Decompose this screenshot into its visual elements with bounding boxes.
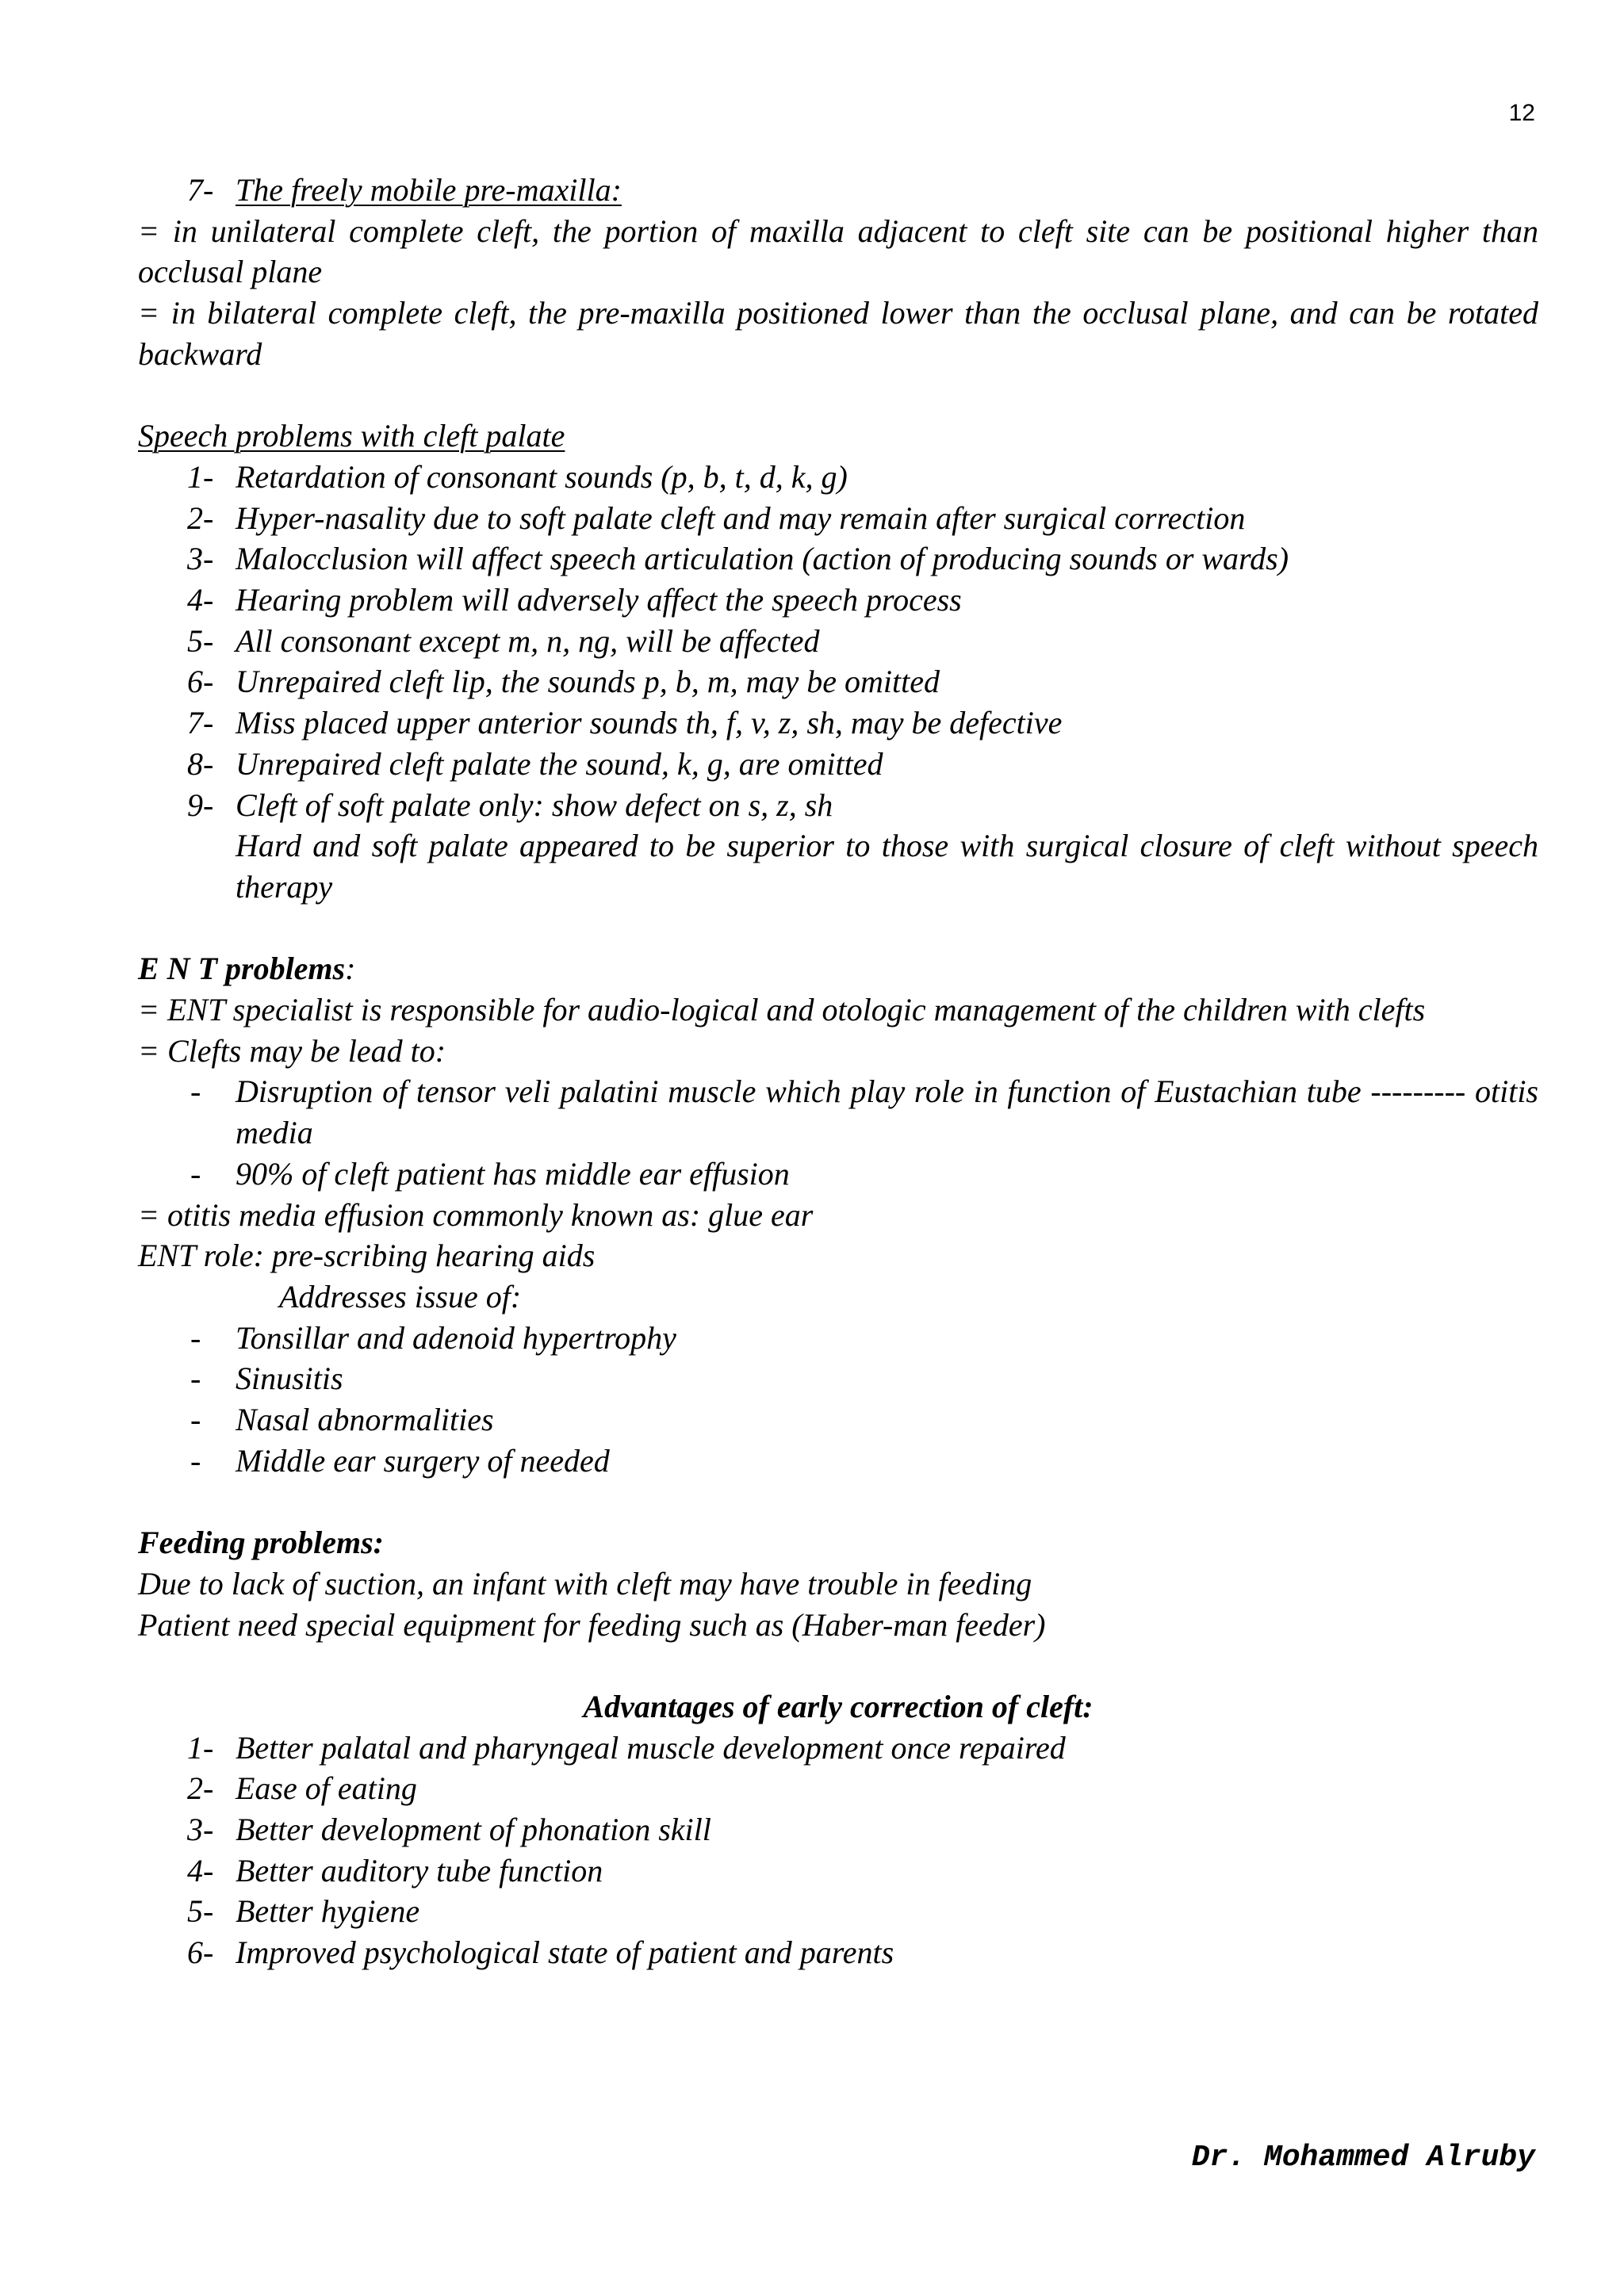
list-number: 1- <box>187 1729 214 1766</box>
speech-list-item <box>138 621 1538 662</box>
speech-note: Hard and soft palate appeared to be superior to those with surgical closure of cleft without speech therapy <box>236 828 1538 905</box>
list-text: Cleft of soft palate only: show defect on s, z, sh <box>236 786 833 823</box>
spacer <box>138 1645 1538 1686</box>
list-number: 5- <box>187 1893 214 1930</box>
list-text: Middle ear surgery of needed <box>236 1442 610 1479</box>
list-number: 3- <box>187 1812 214 1848</box>
list-dash: - <box>190 1360 201 1397</box>
ent-issue-item <box>138 1399 1538 1441</box>
list-number: 4- <box>187 1852 214 1888</box>
spacer <box>138 908 1538 949</box>
list-number: 7- <box>187 705 214 741</box>
list-number: 6- <box>187 664 214 700</box>
list-text: Miss placed upper anterior sounds th, f, v, z, sh, may be defective <box>236 705 1063 741</box>
ent-issue-item <box>138 1358 1538 1399</box>
list-text: Ease of eating <box>236 1770 417 1807</box>
ent-heading-colon: : <box>345 951 356 987</box>
list-text: 90% of cleft patient has middle ear effusion <box>236 1155 790 1192</box>
premaxilla-heading: The freely mobile pre-maxilla: <box>236 172 622 208</box>
list-dash: - <box>190 1319 201 1356</box>
ent-role: ENT role: pre-scribing hearing aids <box>138 1238 596 1274</box>
list-text: Hyper-nasality due to soft palate cleft and may remain after surgical correction <box>236 499 1246 536</box>
ent-issue-item <box>138 1441 1538 1482</box>
list-text: Better hygiene <box>236 1893 420 1930</box>
page-content <box>138 170 1538 1973</box>
ent-addresses: Addresses issue of: <box>279 1278 522 1314</box>
ent-cause-item <box>138 1154 1538 1195</box>
advantage-list-item <box>138 1932 1538 1973</box>
advantage-list-item <box>138 1891 1538 1932</box>
spacer <box>138 1481 1538 1522</box>
list-number: 3- <box>187 541 214 577</box>
premaxilla-number: 7- <box>187 172 214 208</box>
speech-heading: Speech problems with cleft palate <box>138 418 565 454</box>
list-dash: - <box>190 1402 201 1438</box>
ent-issue-item <box>138 1318 1538 1359</box>
list-number: 2- <box>187 1770 214 1807</box>
spacer <box>138 375 1538 416</box>
list-text: Unrepaired cleft palate the sound, k, g, are omitted <box>236 745 883 782</box>
list-text: Better palatal and pharyngeal muscle development once repaired <box>236 1729 1066 1766</box>
ent-cause-item <box>138 1071 1538 1153</box>
speech-list-item <box>138 661 1538 702</box>
footer-author: Dr. Mohammed Alruby <box>1191 2141 1535 2175</box>
advantage-list-item <box>138 1809 1538 1850</box>
feeding-line-2: Patient need special equipment for feeding such as (Haber-man feeder) <box>138 1606 1046 1643</box>
list-dash: - <box>190 1442 201 1479</box>
speech-list-item <box>138 580 1538 621</box>
list-text: Hearing problem will adversely affect the speech process <box>236 582 962 618</box>
list-number: 4- <box>187 582 214 618</box>
list-text: Improved psychological state of patient and parents <box>236 1934 894 1971</box>
list-number: 1- <box>187 458 214 495</box>
speech-list-item <box>138 457 1538 498</box>
list-text: Unrepaired cleft lip, the sounds p, b, m, may be omitted <box>236 664 940 700</box>
speech-list-item <box>138 744 1538 785</box>
advantage-list-item <box>138 1768 1538 1809</box>
speech-list-item <box>138 498 1538 539</box>
list-text: All consonant except m, n, ng, will be affected <box>236 622 820 659</box>
feeding-heading: Feeding problems: <box>138 1525 384 1561</box>
advantage-list-item <box>138 1850 1538 1892</box>
ent-heading-line <box>138 948 1538 989</box>
list-number: 6- <box>187 1934 214 1971</box>
ent-glue-ear: = otitis media effusion commonly known as: glue ear <box>138 1196 814 1233</box>
ent-lead-to: = Clefts may be lead to: <box>138 1032 446 1069</box>
list-number: 8- <box>187 745 214 782</box>
premaxilla-bilateral-text: = in bilateral complete cleft, the pre-maxilla positioned lower than the occlusal plane, and can be rotated backward <box>138 295 1538 372</box>
feeding-line-1: Due to lack of suction, an infant with cleft may have trouble in feeding <box>138 1565 1032 1601</box>
speech-list-item <box>138 785 1538 826</box>
advantages-heading: Advantages of early correction of cleft: <box>583 1688 1094 1724</box>
speech-list-item <box>138 538 1538 580</box>
list-number: 5- <box>187 622 214 659</box>
list-dash: - <box>190 1155 201 1192</box>
list-text: Better development of phonation skill <box>236 1812 711 1848</box>
list-text: Better auditory tube function <box>236 1852 603 1888</box>
list-dash: - <box>190 1073 201 1110</box>
list-text: Tonsillar and adenoid hypertrophy <box>236 1319 676 1356</box>
list-text: Malocclusion will affect speech articulation (action of producing sounds or wards) <box>236 541 1289 577</box>
page-number: 12 <box>1508 100 1535 126</box>
list-text: Nasal abnormalities <box>236 1402 494 1438</box>
list-text: Disruption of tensor veli palatini muscle which play role in function of Eustachian tube --------- otitis media <box>236 1073 1538 1151</box>
ent-heading: E N T problems <box>138 951 346 987</box>
list-text: Sinusitis <box>236 1360 343 1397</box>
list-number: 2- <box>187 499 214 536</box>
list-text: Retardation of consonant sounds (p, b, t, d, k, g) <box>236 458 848 495</box>
list-number: 9- <box>187 786 214 823</box>
advantage-list-item <box>138 1728 1538 1769</box>
premaxilla-heading-item <box>138 170 1538 211</box>
ent-specialist-text: = ENT specialist is responsible for audio-logical and otologic management of the children with clefts <box>138 992 1426 1028</box>
speech-list-item <box>138 702 1538 744</box>
premaxilla-unilateral-text: = in unilateral complete cleft, the portion of maxilla adjacent to cleft site can be positional higher than occlusal plane <box>138 212 1538 290</box>
